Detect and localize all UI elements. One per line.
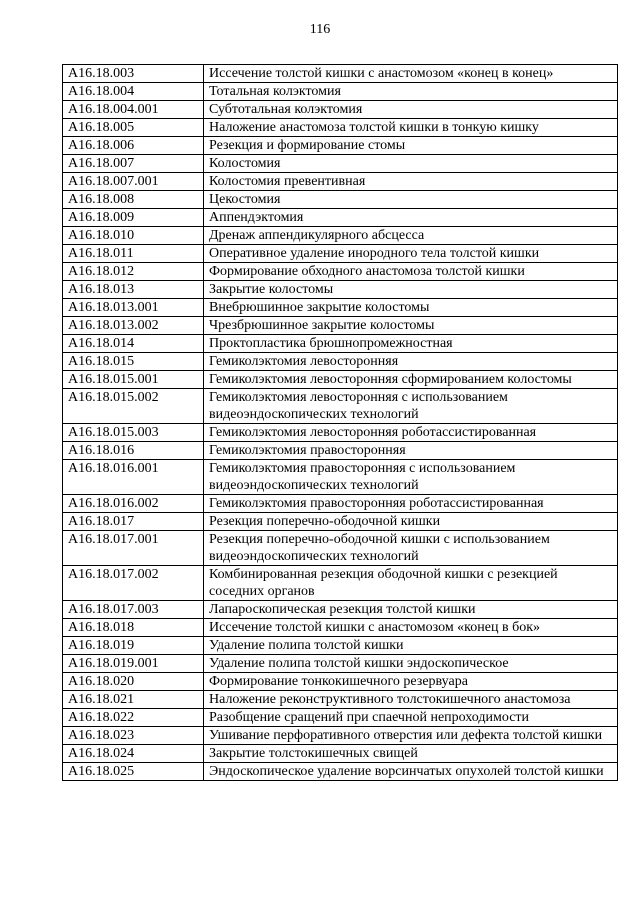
procedure-code: A16.18.013.001 — [63, 299, 204, 317]
procedure-code: A16.18.014 — [63, 335, 204, 353]
table-row — [63, 655, 618, 673]
procedure-code: A16.18.007.001 — [63, 173, 204, 191]
procedure-name: Иссечение толстой кишки с анастомозом «конец в конец» — [204, 65, 618, 83]
table-row — [63, 763, 618, 781]
page-number: 116 — [309, 22, 331, 37]
procedure-code: A16.18.017.001 — [63, 531, 204, 566]
table-row — [63, 263, 618, 281]
procedure-name: Колостомия — [204, 155, 618, 173]
table-row — [63, 460, 618, 495]
procedure-name: Ушивание перфоративного отверстия или дефекта толстой кишки — [204, 727, 618, 745]
procedure-name: Закрытие колостомы — [204, 281, 618, 299]
table-row — [63, 335, 618, 353]
procedure-name: Удаление полипа толстой кишки эндоскопическое — [204, 655, 618, 673]
table-row — [63, 155, 618, 173]
procedure-code: A16.18.006 — [63, 137, 204, 155]
procedure-code: A16.18.005 — [63, 119, 204, 137]
procedure-code: A16.18.008 — [63, 191, 204, 209]
table-row — [63, 709, 618, 727]
procedure-code: A16.18.023 — [63, 727, 204, 745]
procedure-name: Проктопластика брюшнопромежностная — [204, 335, 618, 353]
procedure-table — [62, 64, 618, 781]
table-row — [63, 119, 618, 137]
table-row — [63, 745, 618, 763]
table-row — [63, 727, 618, 745]
procedure-name: Гемиколэктомия левосторонняя роботассистированная — [204, 424, 618, 442]
procedure-code: A16.18.016.001 — [63, 460, 204, 495]
table-row — [63, 65, 618, 83]
table-row — [63, 637, 618, 655]
procedure-code: A16.18.011 — [63, 245, 204, 263]
procedure-code: A16.18.017.002 — [63, 566, 204, 601]
procedure-name: Гемиколэктомия левосторонняя сформированием колостомы — [204, 371, 618, 389]
procedure-name: Гемиколэктомия левосторонняя — [204, 353, 618, 371]
procedure-code: A16.18.015 — [63, 353, 204, 371]
procedure-name: Формирование обходного анастомоза толстой кишки — [204, 263, 618, 281]
procedure-name: Резекция поперечно-ободочной кишки — [204, 513, 618, 531]
table-row — [63, 601, 618, 619]
procedure-table-body — [63, 65, 618, 781]
procedure-name: Резекция и формирование стомы — [204, 137, 618, 155]
procedure-code: A16.18.019 — [63, 637, 204, 655]
table-row — [63, 101, 618, 119]
table-row — [63, 191, 618, 209]
table-row — [63, 173, 618, 191]
procedure-name: Тотальная колэктомия — [204, 83, 618, 101]
table-row — [63, 673, 618, 691]
procedure-code: A16.18.025 — [63, 763, 204, 781]
table-row — [63, 299, 618, 317]
procedure-code: A16.18.004.001 — [63, 101, 204, 119]
table-row — [63, 209, 618, 227]
procedure-name: Колостомия превентивная — [204, 173, 618, 191]
table-row — [63, 389, 618, 424]
table-row — [63, 691, 618, 709]
procedure-name: Гемиколэктомия правосторонняя — [204, 442, 618, 460]
procedure-code: A16.18.004 — [63, 83, 204, 101]
procedure-code: A16.18.013.002 — [63, 317, 204, 335]
procedure-code: A16.18.015.003 — [63, 424, 204, 442]
procedure-name: Закрытие толстокишечных свищей — [204, 745, 618, 763]
procedure-name: Резекция поперечно-ободочной кишки с использованием видеоэндоскопических технологий — [204, 531, 618, 566]
procedure-name: Чрезбрюшинное закрытие колостомы — [204, 317, 618, 335]
procedure-code: A16.18.010 — [63, 227, 204, 245]
procedure-name: Дренаж аппендикулярного абсцесса — [204, 227, 618, 245]
procedure-code: A16.18.003 — [63, 65, 204, 83]
table-row — [63, 442, 618, 460]
procedure-name: Удаление полипа толстой кишки — [204, 637, 618, 655]
table-row — [63, 531, 618, 566]
table-row — [63, 495, 618, 513]
procedure-code: A16.18.012 — [63, 263, 204, 281]
table-row — [63, 371, 618, 389]
procedure-name: Наложение анастомоза толстой кишки в тонкую кишку — [204, 119, 618, 137]
procedure-code: A16.18.024 — [63, 745, 204, 763]
procedure-name: Формирование тонкокишечного резервуара — [204, 673, 618, 691]
procedure-code: A16.18.009 — [63, 209, 204, 227]
procedure-name: Аппендэктомия — [204, 209, 618, 227]
table-row — [63, 566, 618, 601]
table-row — [63, 137, 618, 155]
procedure-name: Лапароскопическая резекция толстой кишки — [204, 601, 618, 619]
procedure-name: Разобщение сращений при спаечной непроходимости — [204, 709, 618, 727]
procedure-code: A16.18.022 — [63, 709, 204, 727]
table-row — [63, 424, 618, 442]
procedure-name: Гемиколэктомия левосторонняя с использованием видеоэндоскопических технологий — [204, 389, 618, 424]
procedure-name: Внебрюшинное закрытие колостомы — [204, 299, 618, 317]
procedure-name: Гемиколэктомия правосторонняя с использованием видеоэндоскопических технологий — [204, 460, 618, 495]
procedure-name: Иссечение толстой кишки с анастомозом «конец в бок» — [204, 619, 618, 637]
procedure-code: A16.18.013 — [63, 281, 204, 299]
table-row — [63, 245, 618, 263]
procedure-code: A16.18.007 — [63, 155, 204, 173]
procedure-code: A16.18.017 — [63, 513, 204, 531]
procedure-code: A16.18.016.002 — [63, 495, 204, 513]
procedure-code: A16.18.019.001 — [63, 655, 204, 673]
table-row — [63, 353, 618, 371]
procedure-name: Субтотальная колэктомия — [204, 101, 618, 119]
procedure-code: A16.18.017.003 — [63, 601, 204, 619]
procedure-code: A16.18.015.001 — [63, 371, 204, 389]
table-row — [63, 227, 618, 245]
table-row — [63, 83, 618, 101]
procedure-name: Цекостомия — [204, 191, 618, 209]
table-row — [63, 619, 618, 637]
table-row — [63, 281, 618, 299]
procedure-code: A16.18.018 — [63, 619, 204, 637]
procedure-name: Эндоскопическое удаление ворсинчатых опухолей толстой кишки — [204, 763, 618, 781]
procedure-name: Гемиколэктомия правосторонняя роботассистированная — [204, 495, 618, 513]
procedure-code: A16.18.020 — [63, 673, 204, 691]
procedure-name: Наложение реконструктивного толстокишечного анастомоза — [204, 691, 618, 709]
table-row — [63, 317, 618, 335]
procedure-code: A16.18.016 — [63, 442, 204, 460]
procedure-name: Комбинированная резекция ободочной кишки с резекцией соседних органов — [204, 566, 618, 601]
procedure-code: A16.18.015.002 — [63, 389, 204, 424]
procedure-code: A16.18.021 — [63, 691, 204, 709]
procedure-name: Оперативное удаление инородного тела толстой кишки — [204, 245, 618, 263]
table-row — [63, 513, 618, 531]
